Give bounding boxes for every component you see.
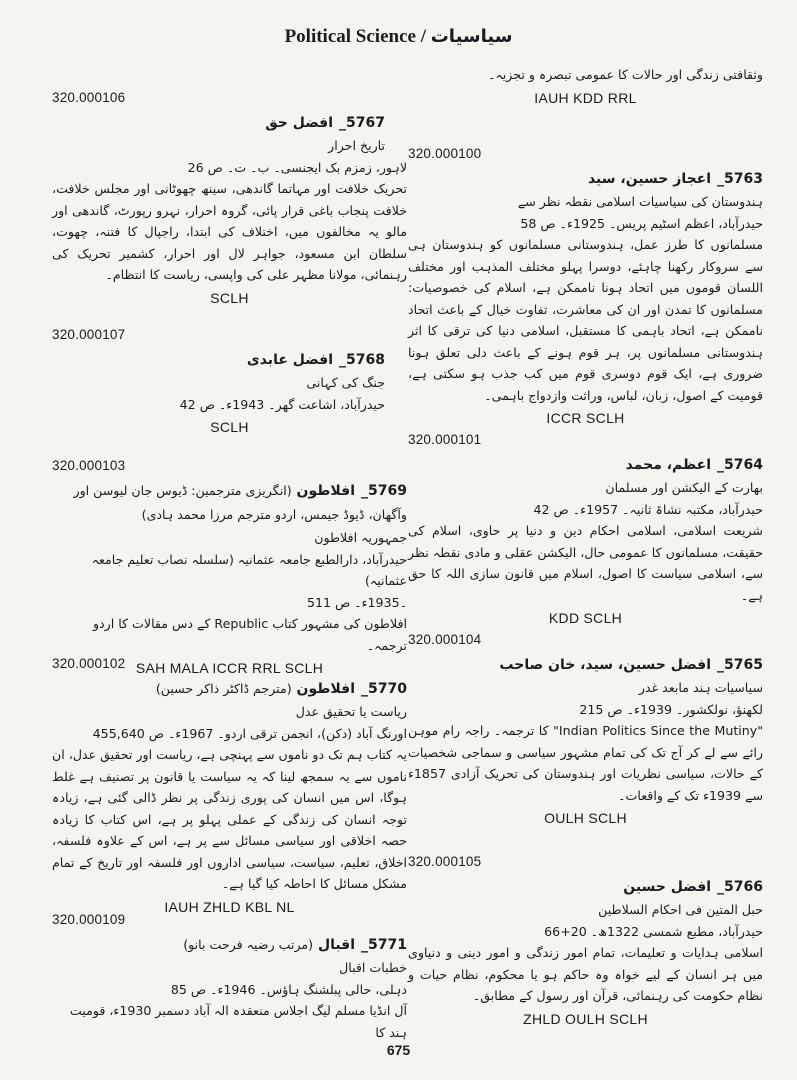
entry-title: جمہوریہ افلاطون [314,530,407,545]
entry-number: 5765_ [717,657,763,673]
entry-imprint-cont: ۔1935ء۔ ص 511 [306,594,407,610]
entry-imprint: حیدرآباد، اشاعت گھر۔ 1943ء۔ ص 42 [179,396,385,412]
entry-number: 5770_ [361,681,407,697]
entry-number: 5766_ [717,879,763,895]
entry-abstract: مسلمانوں کا طرز عمل، ہندوستانی مسلمانوں کو ہندوستان ہی سے سروکار رکھنا چاہئے، دوسرا پہلو مختلف المذہب اور مختلف اللسان قوموں میں اتحاد ہونا ناممکن ہے، اسلام کی خصوصیات: مسلمانوں کا تمدن اور ان کی معاشرت، تفاوت خیال کے باعث اتحاد ناممکن ہے، اتحاد باہمی کا مستقبل، اسلامی دنیا کی ترقی کا اثر ہندوستانی مسلمانوں پر، ہر قوم ہونے کے باعث دلی تعلق ہونا ضروری ہے، ایک قوم دوسری قوم میں کب جذب ہو سکتی ہے، قومیت کے اصول، زبان، لباس، وراثت وازدواج باہمی۔ [408,237,763,403]
entry-heading [408,653,763,677]
accession-number: 320.000103 [52,458,126,473]
entry-heading [52,479,407,527]
entry-abstract: آل انڈیا مسلم لیگ اجلاس منعقدہ الہ آباد دسمبر 1930ء، قومیت ہند کا [69,1003,407,1040]
entry-continuation [408,64,763,106]
entry-libraries: SCLH [210,419,249,435]
entry-heading [52,348,407,372]
abstract-english-title: "Indian Politics Since the Mutiny" [553,723,764,738]
entry-author: افضل حق [265,115,334,131]
entry-5771 [52,912,407,1043]
entry-5769 [52,458,407,676]
header-title-english: Political Science / [284,26,426,47]
entry-compiler: (مرتب رضیہ فرحت بانو) [183,937,314,952]
entry-title: حبل المتین فی احکام السلاطین [598,902,763,917]
entry-libraries: IAUH KDD RRL [534,89,637,106]
entry-imprint: حیدرآباد، اعظم اسٹیم پریس۔ 1925ء۔ ص 58 [520,215,763,231]
entry-author: اعجاز حسین، سید [587,171,712,187]
entry-imprint: حیدرآباد، مکتبہ نشاۃ ثانیہ۔ 1957ء۔ ص 42 [533,501,763,517]
entry-5766 [408,854,763,1027]
entry-translator: (مترجم ڈاکٹر ذاکر حسین) [155,681,292,696]
accession-number: 320.000102 [52,656,126,671]
entry-title: بھارت کے الیکشن اور مسلمان [605,480,763,495]
entry-imprint: لاہور، زمزم بک ایجنسی۔ ب۔ ت۔ ص 26 [187,159,407,175]
entry-number: 5767_ [339,115,385,131]
entry-heading [52,111,407,135]
entry-heading [408,167,763,191]
entry-abstract: اسلامی ہدایات و تعلیمات، تمام امور زندگی و امور دینی و دنیاوی میں ہر انسان کے لیے خواہ وہ حاکم ہو یا محکوم، نظام حیات و نظام حکومت کی رہنمائی، قرآن اور رسول کے مطابق۔ [408,945,763,1003]
accession-number: 320.000107 [52,327,126,342]
entry-libraries: ZHLD OULH SCLH [523,1010,648,1027]
entry-libraries: OULH SCLH [544,810,627,826]
entry-number: 5763_ [717,171,763,187]
entry-heading [408,453,763,477]
accession-number: 320.000100 [408,146,482,161]
accession-number: 320.000105 [408,854,482,869]
entry-title: ریاست یا تحقیق عدل [295,704,407,719]
entry-author: اقبال [317,937,356,953]
entry-abstract: تحریک خلافت اور مہاتما گاندھی، سینھ چھوٹانی اور مجلس خلافت، خلافت پنجاب باغی قرار پائی، گروہ احرار، نہرو رپورٹ، گاندھی اور مالو یہ مخالفوں میں، اختلاف کی ابتدا، راجپال کا فتنہ، چھوت، سلطان ابن مسعود، جواہر لال اور احرار، کشمیر تحریک کی رہنمائی، مولانا مظہر علی کی واپسی، ریاست کا انتظام۔ [52,181,407,282]
entry-title: جنگ کی کہانی [306,375,385,390]
entry-libraries: ICCR SCLH [546,410,625,426]
header-title-urdu: سیاسیات [430,26,513,47]
entry-libraries: IAUH ZHLD KBL NL [164,898,295,915]
entry-number: 5764_ [717,457,763,473]
accession-number: 320.000106 [52,90,126,105]
accession-number: 320.000101 [408,432,482,447]
abstract-pre: افلاطون کی مشہور کتاب [268,616,407,631]
entry-number: 5769_ [361,483,407,499]
page-header [0,26,797,48]
entry-number: 5768_ [339,352,385,368]
entry-5768 [52,327,407,435]
page-number: 675 [386,1042,411,1058]
entry-5765 [408,632,763,826]
entry-imprint: حیدرآباد، دارالطبع جامعہ عثمانیہ (سلسلہ نصاب تعلیم جامعہ عثمانیہ) [91,551,407,588]
entry-number: 5771_ [361,937,407,953]
entry-title: ہندوستان کی سیاسیات اسلامی نقطہ نظر سے [517,194,763,209]
entry-heading [408,875,763,899]
entry-5763 [408,146,763,426]
entry-abstract [52,613,407,656]
accession-number: 320.000104 [408,632,482,647]
entry-abstract: یہ کتاب ہم تک دو ناموں سے پہنچی ہے، ریاست اور تحقیق عدل، ان ناموں سے یہ سمجھ لینا کہ یہ سیاست یا قانون پر تصنیف ہے غلط ہوگا، اس میں انسان کی پوری زندگی پر نظر ڈالی گئی ہے، زیادہ توجہ انسان کی زندگی کے عملی پہلو پر ہے، اس کتاب کا زیادہ حصہ اخلاقی اور سیاسی مسائل سے پر ہے، اس کے علاوہ فلسفہ، اخلاق، تعلیم، سیاست، سیاسی اداروں اور فلسفہ اور تاریخ کے تمام مشکل مسائل کا احاطہ کیا گیا ہے۔ [52,747,407,891]
entry-imprint: اورنگ آباد (دکن)، انجمن ترقی اردو۔ 1967ء۔ ص 455,640 [92,725,407,741]
entry-imprint: دہلی، حالی پبلشنگ ہاؤس۔ 1946ء۔ ص 85 [170,981,407,997]
abstract-english: Republic [214,616,269,631]
entry-heading [52,933,407,957]
entry-5764 [408,432,763,626]
entry-author: افضل حسین، سید، خان صاحب [499,657,712,673]
entry-libraries: SAH MALA ICCR RRL SCLH [135,660,324,676]
entry-title: خطبات اقبال [339,960,407,975]
continued-abstract: وثقافتی زندگی اور حالات کا عمومی تبصرہ و تجزیہ۔ [487,67,763,82]
accession-number: 320.000109 [52,912,126,927]
entry-imprint: لکھنؤ، نولکشور۔ 1939ء۔ ص 215 [579,701,763,717]
entry-translator: (انگریزی مترجمین: ڈیوس جان لیوسن اور وآگھان، ڈیوڈ جیمس، اردو مترجم مرزا محمد ہادی) [73,483,407,522]
entry-author: افضل عابدی [246,352,334,368]
entry-author: افلاطون [296,483,356,499]
entry-title: تاریخ احرار [328,138,385,153]
entry-title: سیاسیات ہند مابعد غدر [638,680,763,695]
entry-libraries: SCLH [210,289,249,306]
entry-abstract [408,720,763,806]
entry-author: افلاطون [296,681,356,697]
entry-libraries: KDD SCLH [548,610,623,626]
entry-imprint: حیدرآباد، مطبع شمسی 1322ھ۔ 20+66 [544,923,763,939]
entry-author: افضل حسین [623,879,712,895]
abstract-post: کے دس مقالات کا اردو ترجمہ۔ [92,616,407,653]
entry-5767 [52,90,407,306]
abstract-text: کا ترجمہ۔ راجہ رام موہن رائے سے لے کر آج تک کی تمام مشہور سیاسی و سماجی شخصیات کے حالات، سیاسی نظریات اور ہندوستان کی تحریک آزادی 1857ء سے 1939ء تک کے واقعات۔ [408,723,763,803]
entry-5770 [52,656,407,915]
entry-heading [52,677,407,701]
entry-author: اعظم، محمد [625,457,712,473]
entry-abstract: شریعت اسلامی، اسلامی احکام دین و دنیا پر حاوی، اسلام کی حقیقت، مسلمانوں کا عمومی حال، الیکشن عقلی و مادی نقطہ نظر سے، اسلامی سیاست کا اصول، اسلام میں قانون سازی اللہ کا حق ہے۔ [408,523,763,603]
